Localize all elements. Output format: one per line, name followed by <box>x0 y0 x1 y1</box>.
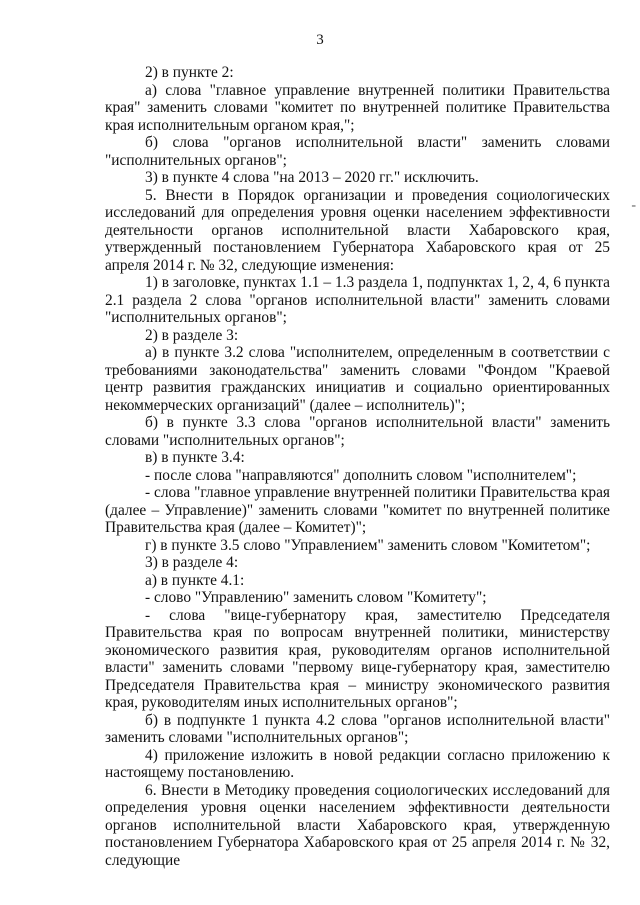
paragraph: а) в пункте 3.2 слова "исполнителем, определенным в соответствии с требованиями законодательства" заменить словами "Фондом "Краевой центр развития гражданских инициатив и социально ориентированных некоммерческих организаций" (далее – исполнитель)"; <box>105 344 610 414</box>
paragraph: г) в пункте 3.5 слово "Управлением" заменить словом "Комитетом"; <box>145 536 591 554</box>
paragraph: 4) приложение изложить в новой редакции согласно приложению к настоящему постановлению. <box>105 746 610 781</box>
paragraph: 5. Внести в Порядок организации и проведения социологических исследований для определения уровня оценки населением эффективности деятельности органов исполнительной власти Хабаровского края, утвержденный постановлением Губернатора Хабаровского края от 25 апреля 2014 г. № 32, следующие изменения: <box>105 186 610 274</box>
document-body <box>105 64 610 869</box>
paragraph: - слова "главное управление внутренней политики Правительства края (далее – Управление)" заменить словами "комитет по внутренней политике Правительства края (далее – Комитет)"; <box>105 484 610 536</box>
paragraph: 1) в заголовке, пунктах 1.1 – 1.3 раздела 1, подпунктах 1, 2, 4, 6 пункта 2.1 раздела 2 слова "органов исполнительной власти" заменить словами "исполнительных органов"; <box>105 274 610 326</box>
paragraph: - слово "Управлению" заменить словом "Комитету"; <box>145 589 487 606</box>
paragraph: в) в пункте 3.4: <box>145 449 245 466</box>
paragraph: б) слова "органов исполнительной власти" заменить словами "исполнительных органов"; <box>105 134 610 169</box>
paragraph: б) в подпункте 1 пункта 4.2 слова "органов исполнительной власти" заменить словами "исполнительных органов"; <box>105 711 610 746</box>
margin-mark: - <box>631 198 636 213</box>
paragraph: - слова "вице-губернатору края, заместителю Председателя Правительства края по вопросам внутренней политики, министерству экономического развития края, руководителям органов исполнительной власти" заменить словами "первому вице-губернатору края, заместителю Председателя Правительства края – министру экономического развития края, руководителям иных исполнительных органов"; <box>105 606 610 711</box>
paragraph: а) слова "главное управление внутренней политики Правительства края" заменить словами "комитет по внутренней политике Правительства края исполнительным органом края,"; <box>105 81 610 134</box>
page-number: 3 <box>316 32 324 48</box>
paragraph: 2) в разделе 3: <box>145 326 239 344</box>
paragraph: 6. Внести в Методику проведения социологических исследований для определения уровня оценки населением эффективности деятельности органов исполнительной власти Хабаровского края, утвержденную постановлением Губернатора Хабаровского края от 25 апреля 2014 г. № 32, следующие <box>105 781 610 869</box>
paragraph: б) в пункте 3.3 слова "органов исполнительной власти" заменить словами "исполнительных органов"; <box>105 414 610 449</box>
paragraph: 3) в разделе 4: <box>145 554 239 571</box>
paragraph: - после слова "направляются" дополнить словом "исполнителем"; <box>145 466 577 484</box>
paragraph: 3) в пункте 4 слова "на 2013 – 2020 гг." исключить. <box>145 169 479 186</box>
paragraph: а) в пункте 4.1: <box>145 571 245 589</box>
paragraph: 2) в пункте 2: <box>145 64 234 81</box>
